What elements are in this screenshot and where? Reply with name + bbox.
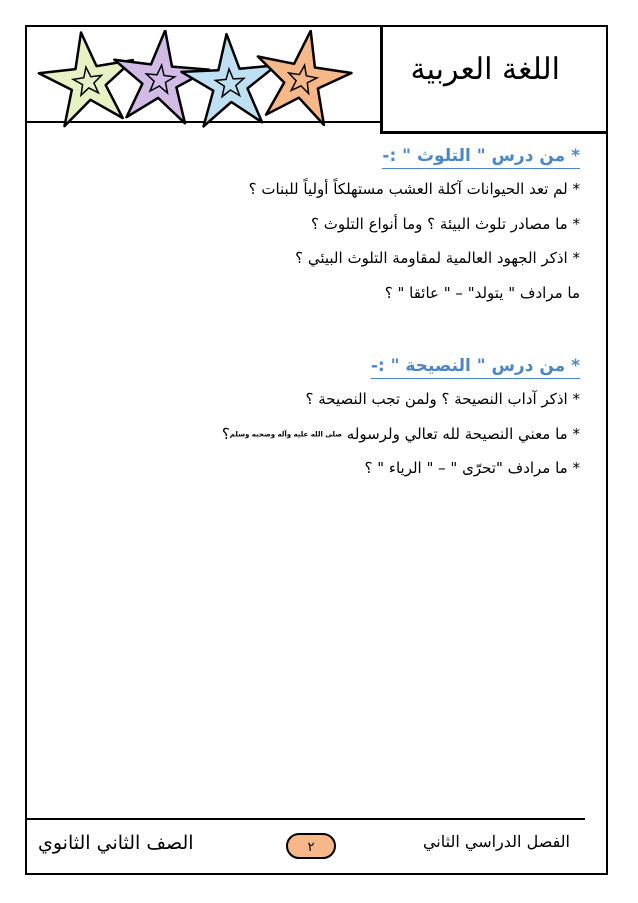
page-title: اللغة العربية (410, 52, 560, 87)
question-text: * ما معني النصيحة لله تعالي ولرسوله (346, 424, 580, 443)
question-item: ما مرادف " يتولد" – " عائقا " ؟ (384, 283, 580, 302)
header-divider-horizontal (381, 131, 608, 134)
question-item: * ما مصادر تلوث البيئة ؟ وما أنواع التلوث ؟ (310, 214, 580, 233)
question-mark: ؟ (221, 424, 230, 443)
pbuh-honorific: صلى الله عليه وآله وصحبه وسلم (229, 429, 343, 438)
footer-grade: الصف الثاني الثانوي (38, 832, 194, 854)
section-heading: * من درس " النصيحة " :- (60, 350, 580, 382)
section-pollution (60, 140, 580, 310)
question-item: * ما مرادف "تحرّى " – " الرياء " ؟ (364, 459, 580, 477)
question-item (60, 417, 580, 452)
header-divider-vertical (380, 25, 383, 134)
question-item: * اذكر الجهود العالمية لمقاومة التلوث البيئي ؟ (295, 249, 580, 267)
section-advice (60, 350, 580, 486)
footer-term: الفصل الدراسي الثاني (422, 832, 570, 851)
page-number: ٢ (286, 833, 336, 859)
footer-divider (25, 818, 585, 820)
stars-decoration (30, 30, 380, 130)
question-item: * اذكر آداب النصيحة ؟ ولمن تجب النصيحة ؟ (305, 390, 580, 408)
section-heading: * من درس " التلوث " :- (60, 140, 580, 172)
question-item: * لم تعد الحيوانات آكلة العشب مستهلكاً أولياً للبنات ؟ (248, 180, 580, 198)
questions-content (60, 140, 580, 486)
